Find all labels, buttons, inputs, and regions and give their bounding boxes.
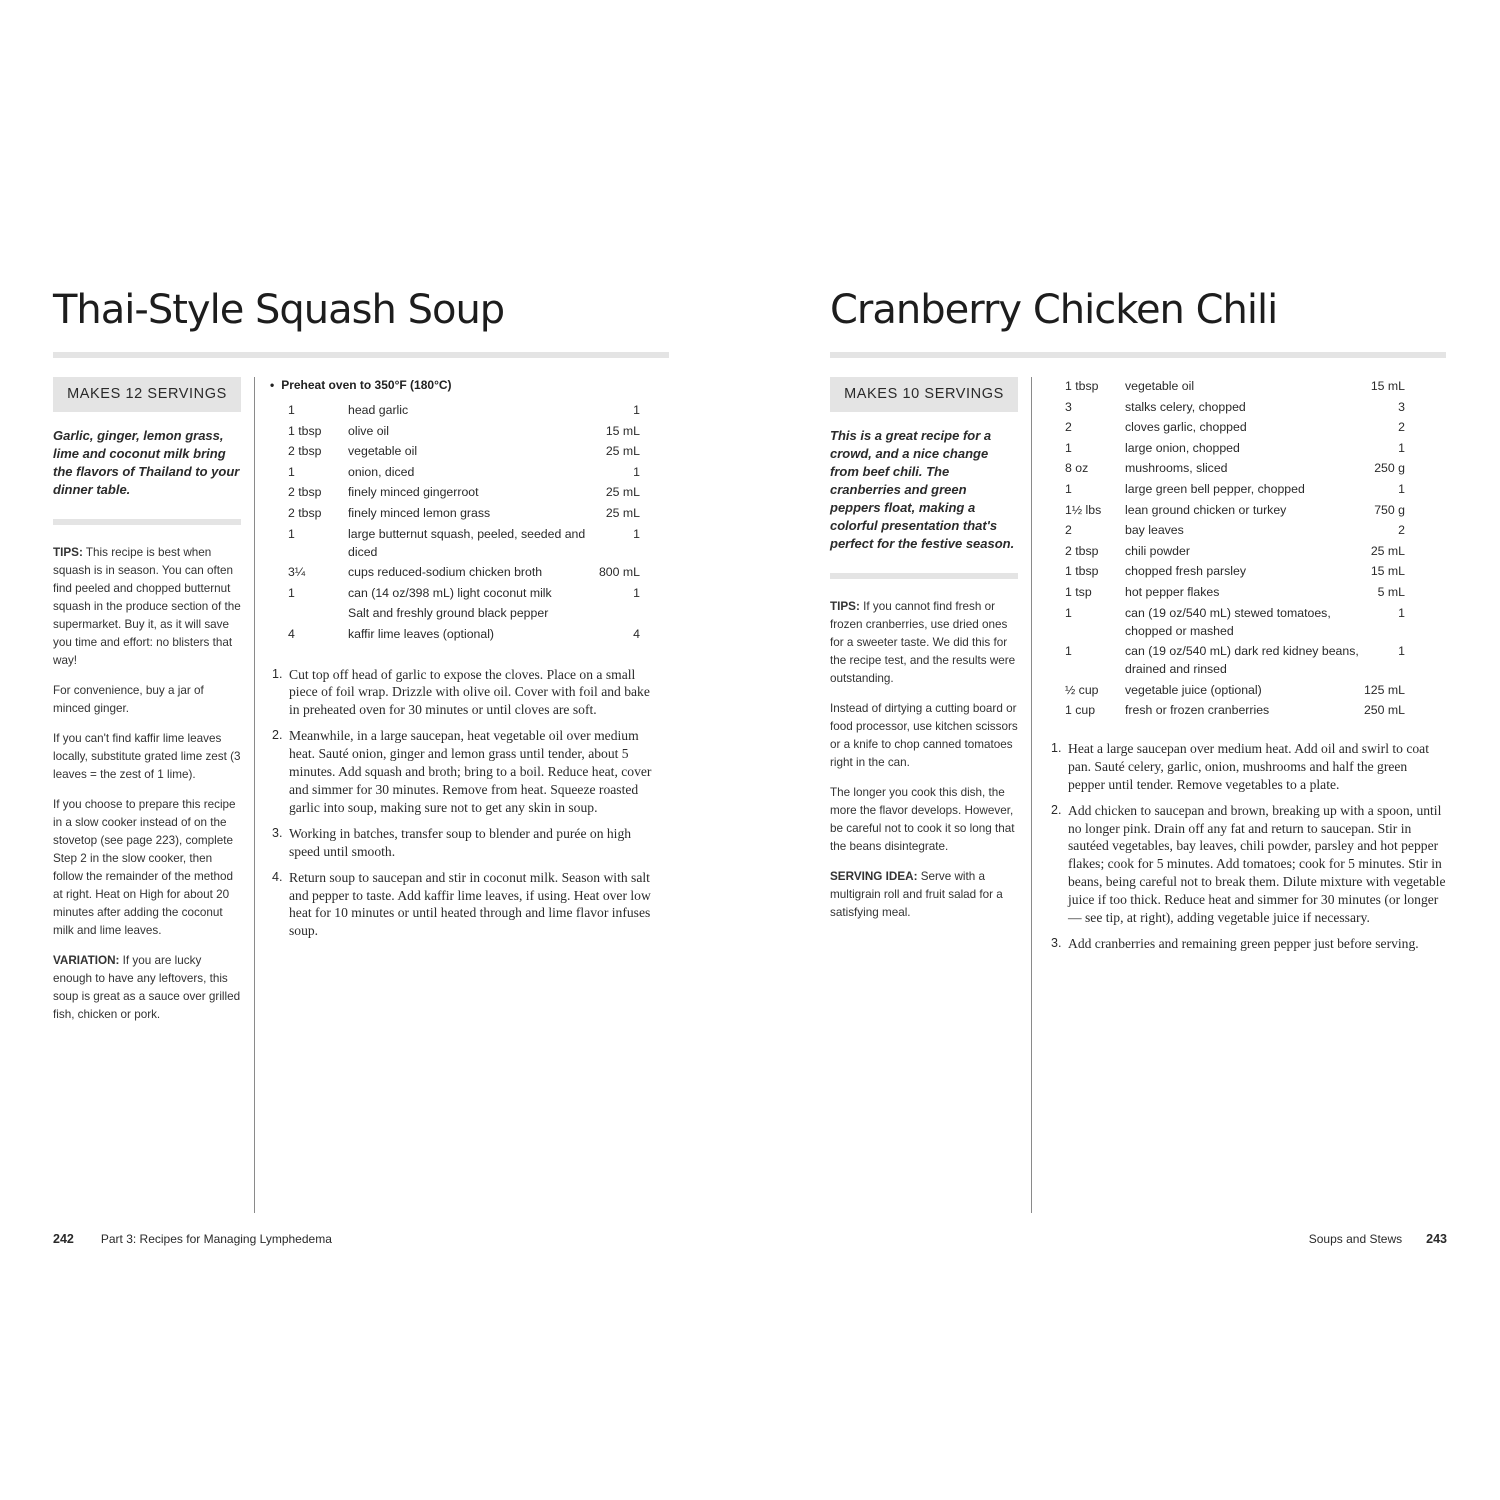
tip-paragraph: [53, 796, 241, 940]
method-steps: [268, 666, 660, 941]
recipe-main: [1047, 377, 1447, 961]
ingredient-metric: 1: [633, 403, 640, 417]
ingredient-metric: 25 mL: [605, 505, 640, 520]
ingredient-name: vegetable oil: [348, 444, 418, 459]
ingredient-qty: 1 tbsp: [1065, 564, 1099, 579]
ingredient-metric: 25 mL: [605, 485, 640, 500]
tip-text: For convenience, buy a jar of minced ginger.: [53, 684, 204, 715]
ingredient-metric: 250 g: [1374, 461, 1405, 476]
ingredient-qty: 1½ lbs: [1065, 502, 1102, 517]
ingredient-qty: 1: [288, 464, 295, 479]
preheat-note: [270, 377, 660, 393]
ingredient-name: finely minced gingerroot: [348, 485, 479, 500]
ingredient-row: [1047, 642, 1447, 681]
preheat-text: Preheat oven to 350°F (180°C): [281, 378, 452, 392]
ingredient-row: [268, 463, 660, 484]
ingredient-metric: 25 mL: [605, 444, 640, 459]
tip-text: Serve with a multigrain roll and fruit salad for a satisfying meal.: [830, 870, 1003, 919]
tip-paragraph: [53, 952, 241, 1024]
ingredient-qty: 3: [1065, 399, 1072, 414]
ingredient-qty: 1 tbsp: [288, 423, 322, 438]
ingredient-metric: 15 mL: [1370, 379, 1405, 393]
ingredient-row: [268, 525, 660, 564]
ingredient-name: fresh or frozen cranberries: [1125, 703, 1270, 718]
ingredient-row: [268, 584, 660, 605]
ingredient-row: [268, 401, 660, 422]
ingredient-name: vegetable oil: [1125, 379, 1195, 393]
page-footer: [53, 1232, 332, 1246]
ingredient-row: [1047, 480, 1447, 501]
ingredient-qty: 1: [1065, 605, 1072, 620]
ingredient-metric: 5 mL: [1377, 584, 1405, 599]
ingredient-metric: 1: [1398, 440, 1405, 455]
tip-label: TIPS:: [830, 600, 860, 613]
ingredient-name: can (19 oz/540 mL) stewed tomatoes, chopped or mashed: [1125, 605, 1331, 638]
title-rule: [830, 352, 1446, 358]
ingredient-metric: 25 mL: [1370, 543, 1405, 558]
method-step: Cut top off head of garlic to expose the cloves. Place on a small piece of foil wrap. Drizzle with olive oil. Cover with foil and bake in preheated oven for 30 minutes or until cloves are soft.: [289, 666, 650, 718]
ingredients-list: [268, 401, 660, 646]
ingredient-qty: 1: [1065, 481, 1072, 496]
tip-text: If you choose to prepare this recipe in a slow cooker instead of on the stovetop (see page 223), complete Step 2 in the slow cooker, then follow the remainder of the method at right. Heat on High for about 20 minutes after adding the coconut milk and lime leaves.: [53, 798, 236, 937]
column-divider: [1031, 377, 1032, 1213]
method-step: Heat a large saucepan over medium heat. Add oil and swirl to coat pan. Sauté celery, garlic, onion, mushrooms and half the green pepper until tender. Remove vegetables to a plate.: [1068, 740, 1429, 792]
ingredient-qty: 1 cup: [1065, 703, 1096, 718]
method-steps: [1047, 740, 1447, 953]
ingredient-qty: 1 tsp: [1065, 584, 1092, 599]
ingredient-qty: 2: [1065, 523, 1072, 538]
ingredient-name: Salt and freshly ground black pepper: [348, 606, 549, 621]
page-number: 243: [1426, 1232, 1447, 1246]
bullet-icon: •: [270, 378, 275, 392]
ingredient-name: large onion, chopped: [1125, 440, 1240, 455]
tip-text: If you can't find kaffir lime leaves locally, substitute grated lime zest (3 leaves = the zest of 1 lime).: [53, 732, 241, 781]
ingredient-name: chopped fresh parsley: [1125, 564, 1246, 579]
ingredient-name: vegetable juice (optional): [1125, 682, 1262, 697]
ingredient-qty: 2: [1065, 420, 1072, 435]
ingredient-name: mushrooms, sliced: [1125, 461, 1228, 476]
tip-label: SERVING IDEA:: [830, 870, 918, 883]
tip-paragraph: [53, 730, 241, 784]
sidebar: [53, 377, 241, 1036]
ingredient-row: [268, 563, 660, 584]
ingredient-metric: 15 mL: [605, 423, 640, 438]
ingredient-row: [268, 442, 660, 463]
ingredient-metric: 4: [633, 626, 640, 641]
ingredient-name: can (14 oz/398 mL) light coconut milk: [348, 585, 552, 600]
ingredient-row: [268, 625, 660, 646]
ingredient-row: [1047, 583, 1447, 604]
method-step: Add chicken to saucepan and brown, breaking up with a spoon, until no longer pink. Drain off any fat and return to saucepan. Stir in sautéed vegetables, bay leaves, chili powder, parsley and hot pepper flakes; cook for 5 minutes. Add tomatoes; cook for 5 minutes. Stir in beans, being careful not to break them. Dilute mixture with vegetable juice if too thick. Reduce heat and simmer for 30 minutes (or longer — see tip, at right), adding vegetable juice if necessary.: [1068, 802, 1446, 926]
tip-paragraph: [53, 544, 241, 670]
ingredient-qty: 1: [1065, 644, 1072, 659]
ingredient-name: bay leaves: [1125, 523, 1184, 538]
ingredient-metric: 800 mL: [598, 565, 640, 580]
running-head: Part 3: Recipes for Managing Lymphedema: [100, 1232, 332, 1246]
ingredient-row: [1047, 439, 1447, 460]
tip-paragraph: [830, 700, 1018, 772]
page-footer: [1309, 1232, 1447, 1246]
ingredient-name: large butternut squash, peeled, seeded and diced: [348, 526, 586, 559]
ingredient-qty: 1: [1065, 440, 1072, 455]
ingredient-row: [268, 422, 660, 443]
ingredient-metric: 1: [633, 526, 640, 541]
ingredient-qty: [268, 604, 348, 625]
servings-badge: MAKES 10 SERVINGS: [830, 377, 1018, 412]
ingredient-metric: 1: [633, 464, 640, 479]
ingredient-row: [1047, 604, 1447, 643]
column-divider: [254, 377, 255, 1213]
ingredient-row: [268, 504, 660, 525]
recipe-title: Cranberry Chicken Chili: [830, 287, 1278, 333]
ingredient-qty: 8 oz: [1065, 461, 1089, 476]
recipe-intro: This is a great recipe for a crowd, and a nice change from beef chili. The cranberries and green peppers float, making a colorful presentation that's perfect for the festive season.: [830, 428, 1015, 551]
tips-section: [53, 544, 241, 1024]
sidebar-rule: [830, 573, 1018, 579]
ingredient-metric: 1: [1398, 644, 1405, 659]
sidebar: [830, 377, 1018, 934]
ingredient-name: head garlic: [348, 403, 409, 417]
ingredient-name: stalks celery, chopped: [1125, 399, 1246, 414]
page-number: 242: [53, 1232, 74, 1246]
ingredients-list: [1047, 377, 1447, 722]
ingredient-row: [1047, 418, 1447, 439]
ingredient-qty: 2 tbsp: [288, 444, 322, 459]
ingredient-qty: 2 tbsp: [1065, 543, 1099, 558]
ingredient-metric: 250 mL: [1363, 703, 1405, 718]
ingredient-row: [1047, 501, 1447, 522]
tip-text: Instead of dirtying a cutting board or food processor, use kitchen scissors or a knife to chop canned tomatoes right in the can.: [830, 702, 1018, 769]
tips-section: [830, 598, 1018, 922]
ingredient-qty: 1: [288, 403, 295, 417]
ingredient-name: kaffir lime leaves (optional): [348, 626, 495, 641]
ingredient-row: [1047, 521, 1447, 542]
tip-paragraph: [53, 682, 241, 718]
tip-text: This recipe is best when squash is in season. You can often find peeled and chopped butternut squash in the produce section of the supermarket. Buy it, as it will save you time and effort: no blisters that way!: [53, 546, 241, 667]
tip-text: If you cannot find fresh or frozen cranberries, use dried ones for a sweeter taste. We did this for the recipe test, and the results were outstanding.: [830, 600, 1016, 685]
ingredient-name: olive oil: [348, 423, 390, 438]
ingredient-metric: 2: [1398, 420, 1405, 435]
ingredient-name: cloves garlic, chopped: [1125, 420, 1247, 435]
ingredient-metric: [599, 604, 660, 625]
ingredient-row: [1047, 377, 1447, 398]
tip-paragraph: [830, 598, 1018, 688]
ingredient-qty: 3¼: [288, 565, 306, 580]
method-step: Return soup to saucepan and stir in coconut milk. Season with salt and pepper to taste. Add kaffir lime leaves, if using. Heat over low heat for 10 minutes or until heated through and lime flavor infuses soup.: [289, 869, 651, 939]
right-page: [750, 0, 1500, 1500]
method-step: Meanwhile, in a large saucepan, heat vegetable oil over medium heat. Sauté onion, ginger and lemon grass until tender, about 5 minutes. Add squash and broth; bring to a boil. Reduce heat, cover and simmer for 30 minutes. Remove from heat. Squeeze roasted garlic into soup, making sure not to get any skin in soup.: [289, 728, 652, 815]
ingredient-name: finely minced lemon grass: [348, 505, 491, 520]
tip-label: TIPS:: [53, 546, 83, 559]
ingredient-qty: 2 tbsp: [288, 505, 322, 520]
tip-paragraph: [830, 868, 1018, 922]
ingredient-name: can (19 oz/540 mL) dark red kidney beans, drained and rinsed: [1125, 644, 1359, 677]
tip-text: If you are lucky enough to have any leftovers, this soup is great as a sauce over grilled fish, chicken or pork.: [53, 954, 241, 1021]
ingredient-name: chili powder: [1125, 543, 1190, 558]
ingredient-name: lean ground chicken or turkey: [1125, 502, 1287, 517]
ingredient-metric: 3: [1398, 399, 1405, 414]
method-step: Add cranberries and remaining green pepper just before serving.: [1068, 935, 1419, 951]
ingredient-metric: 1: [633, 585, 640, 600]
tip-text: The longer you cook this dish, the more the flavor develops. However, be careful not to cook it so long that the beans disintegrate.: [830, 786, 1015, 853]
title-rule: [53, 352, 669, 358]
tip-label: VARIATION:: [53, 954, 120, 967]
running-head: Soups and Stews: [1308, 1232, 1403, 1246]
ingredient-qty: 1: [288, 585, 295, 600]
ingredient-metric: 750 g: [1374, 502, 1405, 517]
sidebar-rule: [53, 519, 241, 525]
ingredient-name: onion, diced: [348, 464, 415, 479]
ingredient-metric: 1: [1398, 481, 1405, 496]
method-step: Working in batches, transfer soup to blender and purée on high speed until smooth.: [289, 825, 632, 859]
recipe-main: [268, 377, 660, 948]
ingredient-row: [268, 604, 660, 625]
ingredient-row: [1047, 681, 1447, 702]
ingredient-row: [1047, 459, 1447, 480]
ingredient-metric: 15 mL: [1370, 564, 1405, 579]
ingredient-row: [1047, 398, 1447, 419]
servings-badge: MAKES 12 SERVINGS: [53, 377, 241, 412]
ingredient-metric: 125 mL: [1363, 682, 1405, 697]
ingredient-row: [268, 483, 660, 504]
ingredient-metric: 1: [1398, 605, 1405, 620]
ingredient-name: hot pepper flakes: [1125, 584, 1220, 599]
ingredient-row: [1047, 542, 1447, 563]
ingredient-qty: 1 tbsp: [1065, 379, 1099, 393]
ingredient-qty: 4: [288, 626, 295, 641]
ingredient-row: [1047, 701, 1447, 722]
ingredient-name: large green bell pepper, chopped: [1125, 481, 1305, 496]
ingredient-qty: 2 tbsp: [288, 485, 322, 500]
tip-paragraph: [830, 784, 1018, 856]
recipe-intro: Garlic, ginger, lemon grass, lime and coconut milk bring the flavors of Thailand to your dinner table.: [53, 428, 240, 497]
ingredient-metric: 2: [1398, 523, 1405, 538]
ingredient-qty: 1: [288, 526, 295, 541]
recipe-title: Thai-Style Squash Soup: [53, 287, 505, 333]
ingredient-name: cups reduced-sodium chicken broth: [348, 565, 543, 580]
ingredient-qty: ½ cup: [1065, 682, 1099, 697]
ingredient-row: [1047, 562, 1447, 583]
